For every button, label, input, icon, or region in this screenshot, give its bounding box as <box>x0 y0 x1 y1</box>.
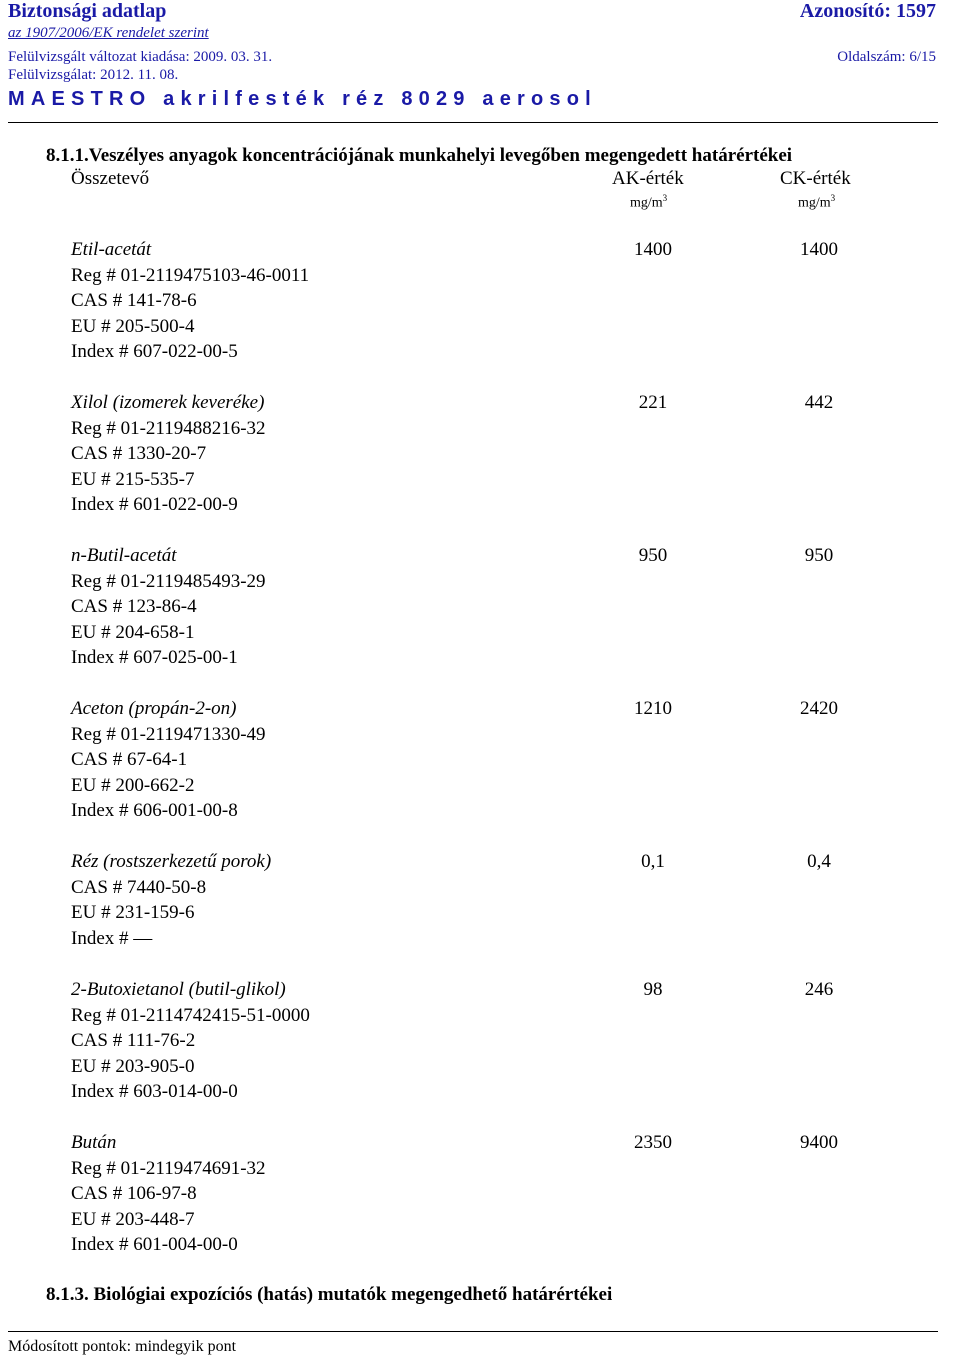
ak-value: 98 <box>643 979 663 1000</box>
column-header-ak: AK-érték <box>612 168 684 189</box>
substance-entry <box>71 390 871 518</box>
substance-entry <box>71 237 871 365</box>
ak-value: 950 <box>638 545 668 566</box>
ak-value: 2350 <box>634 1132 672 1153</box>
substance-entry <box>71 696 871 824</box>
substance-identifier: Reg # 01-2119475103-46-0011 <box>71 264 310 286</box>
substance-name: Réz (rostszerkezetű porok) <box>71 851 272 872</box>
ck-value: 442 <box>804 392 834 413</box>
footer-divider <box>8 1331 938 1332</box>
substance-entry <box>71 543 871 671</box>
substance-identifier: CAS # 111-76-2 <box>71 1030 196 1051</box>
footer-note: Módosított pontok: mindegyik pont <box>8 1338 237 1355</box>
ak-value: 1400 <box>634 239 672 260</box>
substance-identifier: EU # 215-535-7 <box>71 468 195 490</box>
regulation-reference: az 1907/2006/EK rendelet szerint <box>8 25 209 41</box>
substance-identifier: Reg # 01-2119474691-32 <box>71 1157 266 1179</box>
section-heading: 8.1.1.Veszélyes anyagok koncentrációjának munkahelyi levegőben megengedett határértékei <box>46 145 793 166</box>
substance-entry <box>71 1130 871 1258</box>
substance-name: 2-Butoxietanol (butil-glikol) <box>71 979 286 1000</box>
substance-identifier: CAS # 67-64-1 <box>71 749 188 770</box>
substance-identifier: Index # 601-004-00-0 <box>71 1234 238 1255</box>
column-header-component: Összetevő <box>71 168 150 189</box>
substance-identifier: CAS # 1330-20-7 <box>71 443 207 464</box>
revised-issue-date: Felülvizsgált változat kiadása: 2009. 03. 31. <box>8 49 273 65</box>
ak-value: 1210 <box>634 698 672 719</box>
unit-ak: $mg/m^3$ <box>630 193 668 211</box>
substance-identifier: CAS # 7440-50-8 <box>71 876 207 898</box>
substance-identifier: CAS # 106-97-8 <box>71 1183 197 1204</box>
substance-name: Bután <box>71 1132 117 1153</box>
substance-name: Xilol (izomerek keveréke) <box>71 392 265 413</box>
substance-identifier: Reg # 01-2114742415-51-0000 <box>71 1004 310 1026</box>
substance-entry <box>71 849 871 951</box>
substance-identifier: Index # 606-001-00-8 <box>71 800 238 821</box>
ck-value: 1400 <box>800 239 838 260</box>
page-number: Oldalszám: 6/15 <box>837 49 936 65</box>
substance-identifier: Reg # 01-2119485493-29 <box>71 570 266 592</box>
substance-identifier: EU # 204-658-1 <box>71 621 195 643</box>
substance-identifier: Index # 601-022-00-9 <box>71 494 238 515</box>
substance-identifier: Index # 607-022-00-5 <box>71 341 238 362</box>
next-section-heading: 8.1.3. Biológiai expozíciós (hatás) mutatók megengedhető határértékei <box>46 1284 613 1305</box>
ck-value: 0,4 <box>807 851 831 872</box>
ak-value: 0,1 <box>641 851 665 872</box>
substance-identifier: Reg # 01-2119471330-49 <box>71 723 266 745</box>
substance-identifier: CAS # 141-78-6 <box>71 290 197 311</box>
document-title: Biztonsági adatlap <box>8 0 167 22</box>
header-divider <box>8 122 938 123</box>
substance-name: Etil-acetát <box>71 239 152 260</box>
ck-value: 2420 <box>800 698 838 719</box>
substance-identifier: EU # 203-905-0 <box>71 1055 195 1077</box>
ak-value: 221 <box>638 392 668 413</box>
document-identifier: Azonosító: 1597 <box>799 0 936 22</box>
substance-identifier: CAS # 123-86-4 <box>71 596 197 617</box>
substance-name: Aceton (propán-2-on) <box>71 698 237 719</box>
substance-identifier: Reg # 01-2119488216-32 <box>71 417 266 439</box>
substance-identifier: Index # 603-014-00-0 <box>71 1081 238 1102</box>
substance-identifier: EU # 231-159-6 <box>71 902 195 923</box>
substance-identifier: EU # 200-662-2 <box>71 774 195 796</box>
substance-identifier: EU # 203-448-7 <box>71 1208 195 1230</box>
ck-value: 950 <box>804 545 834 566</box>
ck-value: 9400 <box>800 1132 838 1153</box>
ck-value: 246 <box>804 979 834 1000</box>
product-name: MAESTRO akrilfesték réz 8029 aerosol <box>8 88 597 110</box>
substance-name: n-Butil-acetát <box>71 545 177 566</box>
revision-date: Felülvizsgálat: 2012. 11. 08. <box>8 67 179 83</box>
substance-identifier: EU # 205-500-4 <box>71 315 195 337</box>
substance-identifier: Index # — <box>71 927 153 949</box>
substance-entry <box>71 977 871 1105</box>
unit-ck: $mg/m^3$ <box>798 193 836 211</box>
column-header-ck: CK-érték <box>780 168 851 189</box>
substance-identifier: Index # 607-025-00-1 <box>71 647 238 668</box>
